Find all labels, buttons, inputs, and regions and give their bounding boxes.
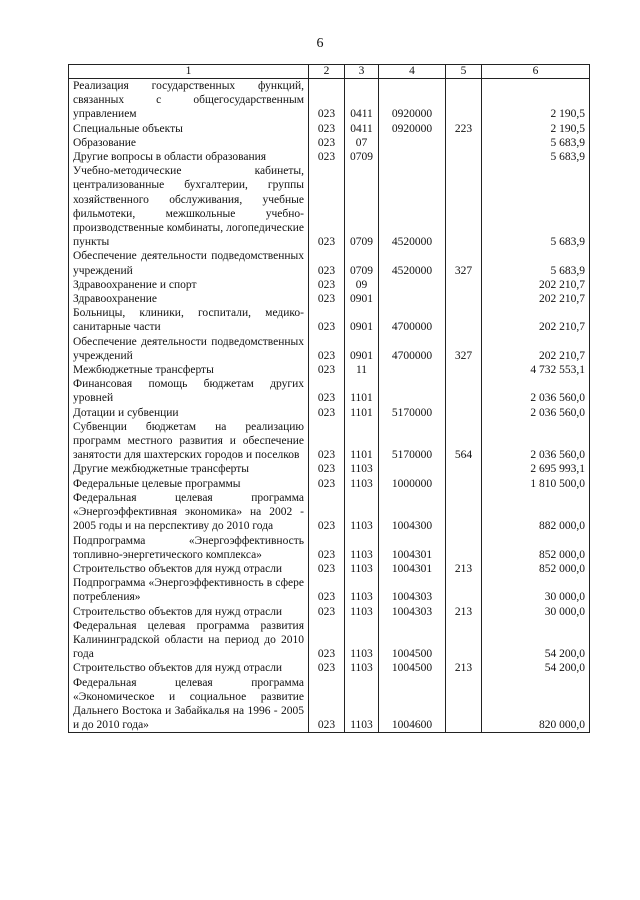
row-name-cell: Реализация государственных функций, связанных с общегосударственным управлением: [69, 79, 309, 122]
row-col5-cell: [446, 534, 482, 562]
row-amount-cell: 202 210,7: [482, 306, 590, 334]
row-col3-cell: 1103: [345, 477, 379, 491]
table-row: [69, 605, 590, 619]
row-col4-cell: 1004303: [379, 605, 446, 619]
row-col5-cell: 564: [446, 420, 482, 463]
row-col4-cell: 0920000: [379, 79, 446, 122]
row-amount-cell: 2 190,5: [482, 79, 590, 122]
table-row: [69, 249, 590, 277]
row-amount-cell: 2 036 560,0: [482, 420, 590, 463]
row-amount-cell: 202 210,7: [482, 292, 590, 306]
row-col5-cell: 213: [446, 661, 482, 675]
row-col4-cell: 1004300: [379, 491, 446, 534]
row-col2-cell: 023: [309, 491, 345, 534]
row-col2-cell: 023: [309, 122, 345, 136]
table-row: [69, 278, 590, 292]
row-name-cell: Субвенции бюджетам на реализацию программ местного развития и обеспечение занятости для шахтерских городов и поселков: [69, 420, 309, 463]
row-name-cell: Межбюджетные трансферты: [69, 363, 309, 377]
row-col4-cell: 4520000: [379, 164, 446, 249]
row-col3-cell: 0411: [345, 79, 379, 122]
table-row: [69, 676, 590, 733]
table-row: [69, 377, 590, 405]
row-col2-cell: 023: [309, 292, 345, 306]
row-col2-cell: 023: [309, 164, 345, 249]
row-col2-cell: 023: [309, 462, 345, 476]
row-col5-cell: [446, 676, 482, 733]
row-col4-cell: [379, 462, 446, 476]
row-col4-cell: 1004303: [379, 576, 446, 604]
row-col3-cell: 1103: [345, 491, 379, 534]
row-amount-cell: 4 732 553,1: [482, 363, 590, 377]
row-amount-cell: 1 810 500,0: [482, 477, 590, 491]
row-col3-cell: 0901: [345, 292, 379, 306]
row-col2-cell: 023: [309, 420, 345, 463]
row-col5-cell: [446, 491, 482, 534]
row-col5-cell: 213: [446, 605, 482, 619]
row-col3-cell: 07: [345, 136, 379, 150]
row-amount-cell: 5 683,9: [482, 136, 590, 150]
row-col2-cell: 023: [309, 676, 345, 733]
row-col5-cell: [446, 477, 482, 491]
row-amount-cell: 2 695 993,1: [482, 462, 590, 476]
row-name-cell: Учебно-методические кабинеты, централизованные бухгалтерии, группы хозяйственного обслуживания, учебные фильмотеки, межшкольные учебно-производственные комбинаты, логопедические пункты: [69, 164, 309, 249]
row-col5-cell: [446, 79, 482, 122]
row-col4-cell: 5170000: [379, 420, 446, 463]
row-col2-cell: 023: [309, 377, 345, 405]
row-name-cell: Строительство объектов для нужд отрасли: [69, 605, 309, 619]
table-row: [69, 534, 590, 562]
row-col2-cell: 023: [309, 79, 345, 122]
column-header: 1: [69, 65, 309, 79]
table-row: [69, 661, 590, 675]
row-col3-cell: 1103: [345, 676, 379, 733]
row-name-cell: Финансовая помощь бюджетам других уровней: [69, 377, 309, 405]
row-col3-cell: 0709: [345, 249, 379, 277]
row-col5-cell: [446, 136, 482, 150]
row-col2-cell: 023: [309, 661, 345, 675]
table-row: [69, 136, 590, 150]
row-col3-cell: 11: [345, 363, 379, 377]
row-amount-cell: 2 190,5: [482, 122, 590, 136]
row-col5-cell: [446, 150, 482, 164]
row-name-cell: Подпрограмма «Энергоэффективность в сфере потребления»: [69, 576, 309, 604]
row-col5-cell: [446, 462, 482, 476]
row-name-cell: Специальные объекты: [69, 122, 309, 136]
table-row: [69, 406, 590, 420]
column-header: 6: [482, 65, 590, 79]
row-col4-cell: 4520000: [379, 249, 446, 277]
row-col5-cell: [446, 164, 482, 249]
row-amount-cell: 2 036 560,0: [482, 406, 590, 420]
column-header: 2: [309, 65, 345, 79]
row-col2-cell: 023: [309, 534, 345, 562]
row-amount-cell: 30 000,0: [482, 605, 590, 619]
row-amount-cell: 30 000,0: [482, 576, 590, 604]
row-col4-cell: [379, 292, 446, 306]
table-row: [69, 462, 590, 476]
row-col3-cell: 0901: [345, 335, 379, 363]
column-header: 4: [379, 65, 446, 79]
row-col5-cell: [446, 292, 482, 306]
row-col3-cell: 1101: [345, 406, 379, 420]
row-name-cell: Дотации и субвенции: [69, 406, 309, 420]
table-row: [69, 619, 590, 662]
row-col4-cell: 1004301: [379, 534, 446, 562]
row-col3-cell: 0901: [345, 306, 379, 334]
row-col2-cell: 023: [309, 477, 345, 491]
row-name-cell: Федеральная целевая программа развития Калининградской области на период до 2010 года: [69, 619, 309, 662]
row-col3-cell: 0709: [345, 150, 379, 164]
row-amount-cell: 852 000,0: [482, 534, 590, 562]
row-col5-cell: 327: [446, 249, 482, 277]
row-col2-cell: 023: [309, 576, 345, 604]
row-col4-cell: [379, 377, 446, 405]
row-col4-cell: 4700000: [379, 335, 446, 363]
row-col4-cell: 1004500: [379, 661, 446, 675]
row-amount-cell: 820 000,0: [482, 676, 590, 733]
table-row: [69, 79, 590, 122]
row-amount-cell: 5 683,9: [482, 164, 590, 249]
row-col3-cell: 0709: [345, 164, 379, 249]
row-col4-cell: 1000000: [379, 477, 446, 491]
row-col2-cell: 023: [309, 136, 345, 150]
row-name-cell: Образование: [69, 136, 309, 150]
row-col4-cell: 1004600: [379, 676, 446, 733]
row-col2-cell: 023: [309, 605, 345, 619]
row-col5-cell: [446, 576, 482, 604]
row-name-cell: Здравоохранение и спорт: [69, 278, 309, 292]
row-amount-cell: 54 200,0: [482, 661, 590, 675]
row-col5-cell: [446, 363, 482, 377]
table-body: [69, 79, 590, 733]
row-name-cell: Федеральная целевая программа «Экономическое и социальное развитие Дальнего Востока и Забайкалья на 1996 - 2005 и до 2010 года»: [69, 676, 309, 733]
column-header: 3: [345, 65, 379, 79]
row-col2-cell: 023: [309, 619, 345, 662]
table-row: [69, 292, 590, 306]
row-col3-cell: 1103: [345, 462, 379, 476]
header-row: [69, 65, 590, 79]
table-row: [69, 576, 590, 604]
row-name-cell: Обеспечение деятельности подведомственных учреждений: [69, 249, 309, 277]
row-col2-cell: 023: [309, 562, 345, 576]
table-row: [69, 491, 590, 534]
table-row: [69, 477, 590, 491]
row-amount-cell: 852 000,0: [482, 562, 590, 576]
row-name-cell: Другие вопросы в области образования: [69, 150, 309, 164]
row-col3-cell: 1103: [345, 661, 379, 675]
row-col5-cell: [446, 278, 482, 292]
table-row: [69, 150, 590, 164]
row-col3-cell: 0411: [345, 122, 379, 136]
row-amount-cell: 2 036 560,0: [482, 377, 590, 405]
table-row: [69, 164, 590, 249]
row-col3-cell: 1103: [345, 562, 379, 576]
row-col4-cell: [379, 278, 446, 292]
row-name-cell: Обеспечение деятельности подведомственных учреждений: [69, 335, 309, 363]
row-col4-cell: [379, 363, 446, 377]
row-name-cell: Федеральная целевая программа «Энергоэффективная экономика» на 2002 - 2005 годы и на перспективу до 2010 года: [69, 491, 309, 534]
row-col2-cell: 023: [309, 278, 345, 292]
row-name-cell: Подпрограмма «Энергоэффективность топливно-энергетического комплекса»: [69, 534, 309, 562]
table-row: [69, 420, 590, 463]
row-col2-cell: 023: [309, 306, 345, 334]
row-col5-cell: [446, 406, 482, 420]
row-amount-cell: 5 683,9: [482, 249, 590, 277]
row-name-cell: Другие межбюджетные трансферты: [69, 462, 309, 476]
row-col3-cell: 1101: [345, 377, 379, 405]
row-col2-cell: 023: [309, 249, 345, 277]
row-col5-cell: 213: [446, 562, 482, 576]
row-col2-cell: 023: [309, 335, 345, 363]
page-number: 6: [316, 36, 324, 51]
budget-table: [68, 64, 590, 733]
row-col2-cell: 023: [309, 150, 345, 164]
row-name-cell: Больницы, клиники, госпитали, медико-санитарные части: [69, 306, 309, 334]
row-name-cell: Строительство объектов для нужд отрасли: [69, 562, 309, 576]
row-col3-cell: 1103: [345, 534, 379, 562]
row-col4-cell: 5170000: [379, 406, 446, 420]
table-row: [69, 306, 590, 334]
row-col3-cell: 1101: [345, 420, 379, 463]
table-row: [69, 122, 590, 136]
row-col5-cell: [446, 619, 482, 662]
row-name-cell: Здравоохранение: [69, 292, 309, 306]
row-col4-cell: [379, 150, 446, 164]
row-col4-cell: 1004500: [379, 619, 446, 662]
row-col4-cell: 4700000: [379, 306, 446, 334]
row-amount-cell: 5 683,9: [482, 150, 590, 164]
row-amount-cell: 202 210,7: [482, 278, 590, 292]
column-header: 5: [446, 65, 482, 79]
row-col5-cell: 223: [446, 122, 482, 136]
row-amount-cell: 54 200,0: [482, 619, 590, 662]
row-name-cell: Федеральные целевые программы: [69, 477, 309, 491]
row-amount-cell: 882 000,0: [482, 491, 590, 534]
row-col5-cell: [446, 306, 482, 334]
row-col5-cell: [446, 377, 482, 405]
row-col5-cell: 327: [446, 335, 482, 363]
table-row: [69, 562, 590, 576]
table-row: [69, 335, 590, 363]
row-amount-cell: 202 210,7: [482, 335, 590, 363]
row-col4-cell: 0920000: [379, 122, 446, 136]
table-row: [69, 363, 590, 377]
row-col3-cell: 1103: [345, 605, 379, 619]
row-col4-cell: [379, 136, 446, 150]
row-col3-cell: 09: [345, 278, 379, 292]
row-col2-cell: 023: [309, 406, 345, 420]
row-name-cell: Строительство объектов для нужд отрасли: [69, 661, 309, 675]
row-col3-cell: 1103: [345, 576, 379, 604]
row-col4-cell: 1004301: [379, 562, 446, 576]
row-col3-cell: 1103: [345, 619, 379, 662]
row-col2-cell: 023: [309, 363, 345, 377]
